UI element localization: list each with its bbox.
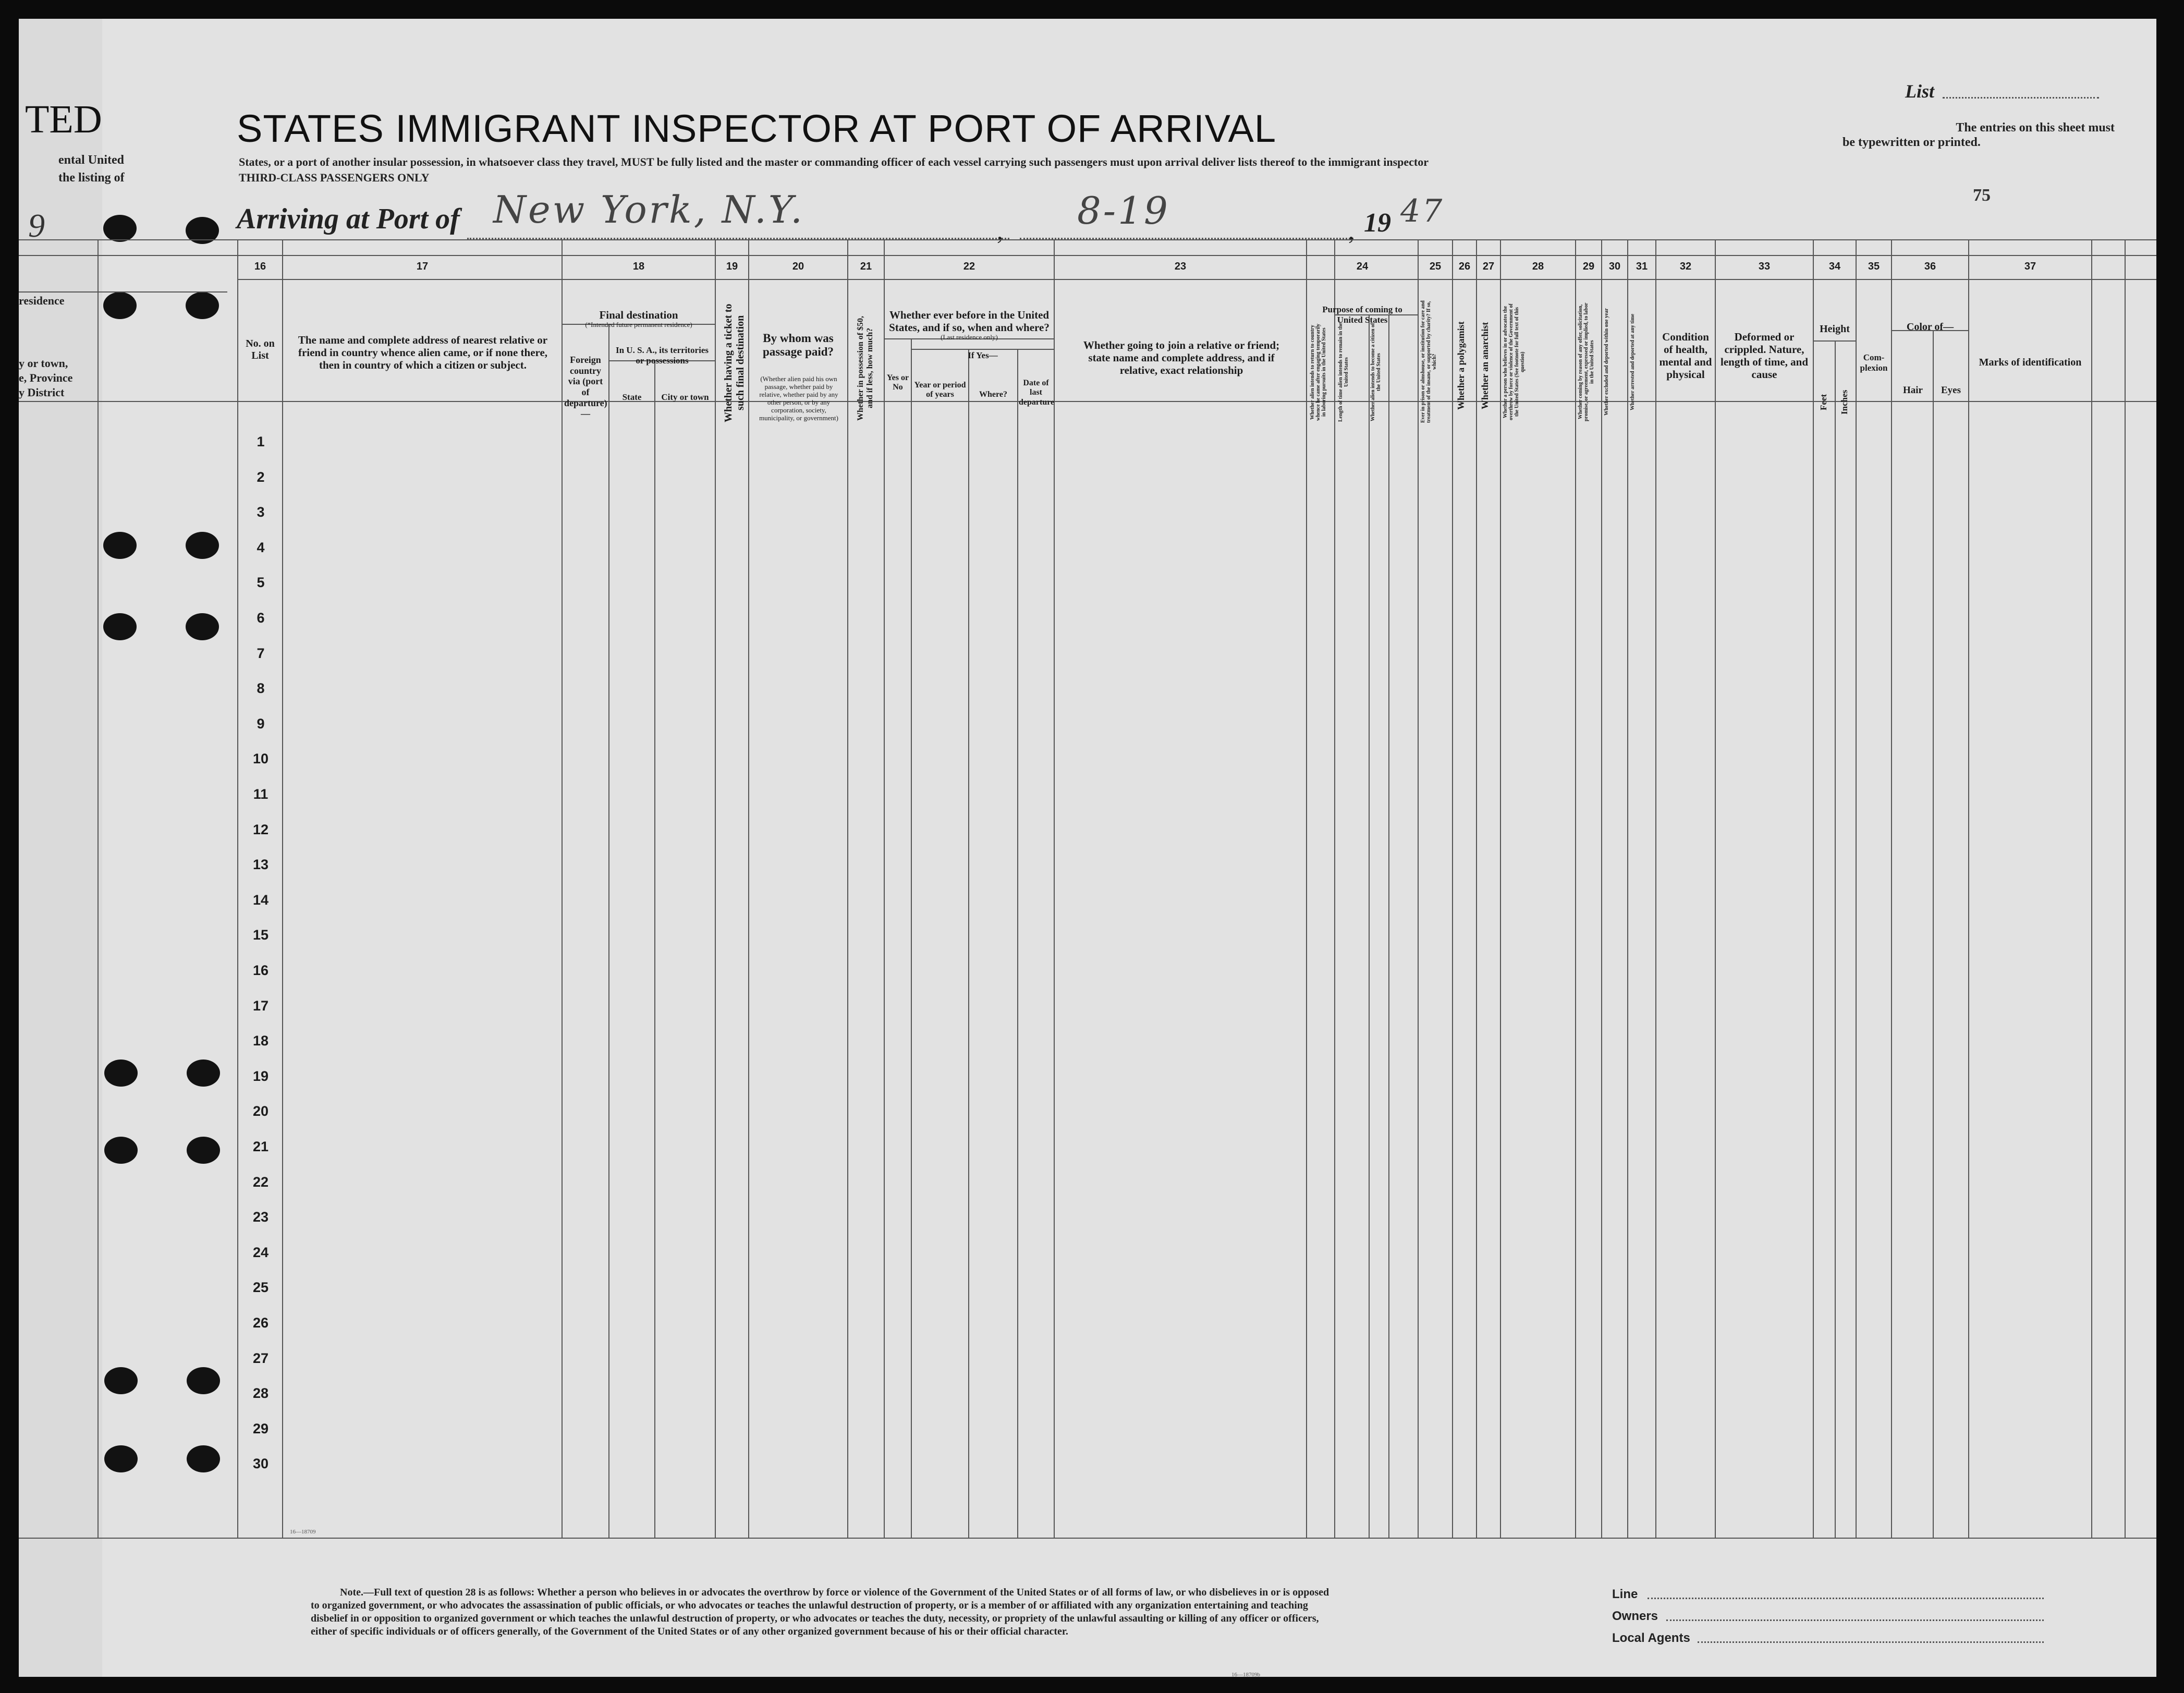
date-handwritten: 8-19 [1077,189,1170,233]
row-number: 18 [252,1033,269,1049]
col-32-header: Condition of health, mental and physical [1659,331,1712,381]
comma: , [997,217,1003,245]
col-23-header: Whether going to join a relative or friend; state name and complete address, and if relative, exact relationship [1083,339,1280,377]
row-number: 10 [252,751,269,766]
form-code-b: 16—18709b [1231,1672,1260,1677]
col-17-header: The name and complete address of nearest relative or friend in country whence alien came, or if none there, then in country of which a citizen or subject. [298,334,548,372]
col-22-sub: (Last residence only) [941,333,998,341]
col-36-hair: Hair [1903,385,1923,396]
line-blank [1648,1598,2044,1599]
row-number: 29 [252,1421,269,1436]
column-number: 22 [963,261,975,272]
row-number: 12 [252,822,269,837]
row-number: 21 [252,1139,269,1154]
page-title: STATES IMMIGRANT INSPECTOR AT PORT OF ARRIVAL [237,107,1277,150]
fragment-text: e, Province [19,371,73,384]
page-number: 75 [1973,186,1991,205]
col-22-yesno: Yes or No [886,373,909,392]
form-code: 16—18709 [290,1529,316,1535]
col-18-header: Final destination [599,309,678,321]
column-number: 19 [726,261,738,272]
fragment-text: ental United [58,153,124,167]
manifest-sheet [19,19,2156,1677]
column-number: 32 [1679,261,1692,272]
column-number: 36 [1924,261,1936,272]
row-number: 23 [252,1209,269,1225]
col-34-feet: Feet [1819,394,1828,410]
col-18-state: State [622,392,642,402]
column-number: 23 [1174,261,1187,272]
fragment-text: the listing of [58,171,125,185]
list-label: List [1905,81,1935,102]
fragment-text: y or town, [19,357,68,370]
row-number: 22 [252,1174,269,1190]
column-number: 18 [632,261,645,272]
header-subtitle: States, or a port of another insular possession, in whatsoever class they travel, MUST be fully listed and the master or commanding officer of each vessel carrying such passengers must upon arrival deliver lists thereof to the immigrant inspector [239,155,1429,168]
row-number: 25 [252,1280,269,1295]
column-number: 30 [1608,261,1621,272]
column-number: 17 [416,261,429,272]
col-18-sub: (*Intended future permanent residence) [585,321,692,328]
row-number: 17 [252,998,269,1014]
class-line: THIRD-CLASS PASSENGERS ONLY [239,171,430,184]
comma: , [1348,217,1355,245]
col-18-usa: In U. S. A., its territories or possessions [615,345,709,366]
owners-label: Owners [1612,1609,1658,1623]
col-27-header: Whether an anarchist [1480,322,1490,409]
col-37-header: Marks of identification [1979,357,2082,368]
port-handwritten: New York, N.Y. [493,188,804,232]
fragment-number: 9 [28,207,45,244]
col-22-where: Where? [979,390,1007,399]
row-number: 28 [252,1385,269,1401]
fragment-text: residence [19,294,65,307]
col-33-header: Deformed or crippled. Nature, length of time, and cause [1721,331,1808,381]
column-number: 37 [2024,261,2036,272]
column-number: 25 [1429,261,1442,272]
row-number: 6 [257,610,265,626]
row-number: 20 [252,1103,269,1119]
col-29-header: Whether coming by reason of any offer, solicitation, promise, or agreement, expressed or implied, to labor in the United States [1578,302,1595,421]
column-number: 33 [1758,261,1771,272]
col-18-foreign: Foreign country via (port of departure)— [564,355,607,419]
col-19-header: Whether having a ticket to such final destination [723,303,746,422]
column-number: 29 [1582,261,1595,272]
col-25-header: Ever in prison or almshouse, or institution for care and treatment of the insane, or supported by charity? If so, which? [1420,300,1437,423]
col-21-header: Whether in possession of $50, and if less, how much? [856,315,874,421]
row-number: 2 [257,469,265,485]
owners-blank [1666,1619,2044,1621]
row-number: 13 [252,857,269,872]
line-label: Line [1612,1587,1638,1601]
column-number: 20 [792,261,804,272]
row-number: 5 [257,575,265,590]
col-34-inches: Inches [1839,389,1849,415]
year-prefix: 19 [1364,208,1391,238]
col-22-header: Whether ever before in the United States, and if so, when and where? [889,309,1050,334]
col-30-header: Whether excluded and deported within one year [1604,308,1609,416]
col-26-header: Whether a polygamist [1456,321,1466,410]
col-20-sub: (Whether alien paid his own passage, whether paid by relative, whether paid by any other person, or by any corporation, society, municipality, or government) [759,375,838,422]
col-24-v2: Length of time alien intends to remain in the United States [1338,323,1349,422]
row-number: 24 [252,1245,269,1260]
col-22-date: Date of last departure [1019,379,1055,407]
fragment-title: TED [25,98,102,141]
col-22-ifyes: If Yes— [968,350,998,360]
col-36-header: Color of— [1906,321,1954,333]
agents-label: Local Agents [1612,1631,1690,1645]
column-number: 34 [1828,261,1841,272]
column-number: 35 [1868,261,1880,272]
row-number: 15 [252,927,269,943]
row-number: 9 [257,716,265,732]
col-28-header: Whether a person who believes in or advocates the overthrow by force or violence of the Government of the United States (See footnote for full text of this question) [1503,303,1526,420]
row-number: 1 [257,434,265,449]
col-31-header: Whether arrested and deported at any time [1630,313,1636,410]
row-number: 7 [257,645,265,661]
col-34-header: Height [1820,323,1850,335]
row-number: 8 [257,680,265,696]
column-number: 27 [1482,261,1495,272]
entries-note: The entries on this sheet must [1956,121,2115,135]
col-24-v1: Whether alien intends to return to country whence he came after engaging temporarily in laboring pursuits in the United States [1310,323,1327,421]
row-number: 3 [257,504,265,520]
row-number: 27 [252,1350,269,1366]
col-16-header: No. on List [246,338,275,361]
col-20-header: By whom was passage paid? [762,332,834,359]
agents-blank [1698,1641,2044,1643]
entries-note: be typewritten or printed. [1843,136,1981,149]
arriving-label: Arriving at Port of [237,203,460,235]
column-number: 21 [860,261,872,272]
col-18-city: City or town [661,392,709,402]
row-number: 11 [253,786,269,802]
col-35-header: Com-plexion [1860,352,1888,373]
row-number: 26 [252,1315,269,1331]
row-number: 30 [252,1456,269,1471]
column-number: 24 [1356,261,1369,272]
fragment-text: y District [19,386,65,399]
year-handwritten: 47 [1400,193,1445,229]
column-number: 16 [254,261,266,272]
footnote: Note.—Full text of question 28 is as follows: Whether a person who believes in or advocates the overthrow by force or violence of the Government of the United States or of all forms of law, or who disbelieves in or is opposed to organized government, or who advocates the assassination of public officials, or who advocates or teaches the unlawful destruction of property, or is a member of or affiliated with any organization entertaining and teaching disbelief in or opposition to organized government or which teaches the unlawful destruction of property, or who advocates or teaches the duty, necessity, or propriety of the unlawful assaulting or killing of any officer or officers, either of specific individuals or of officers generally, of the Government of the United States or of any other organized government because of his or their official character. [311,1587,1329,1637]
row-number: 4 [257,540,265,555]
col-24-v3: Whether alien intends to become a citizen of the United States [1370,323,1382,422]
col-24-header: Purpose of coming to United States [1322,305,1402,325]
col-36-eyes: Eyes [1941,385,1961,396]
col-22-years: Year or period of years [914,381,966,399]
column-number: 26 [1458,261,1471,272]
row-number: 16 [252,963,269,978]
row-number: 14 [252,892,269,908]
column-number: 28 [1532,261,1544,272]
row-number: 19 [252,1068,269,1084]
column-number: 31 [1636,261,1648,272]
